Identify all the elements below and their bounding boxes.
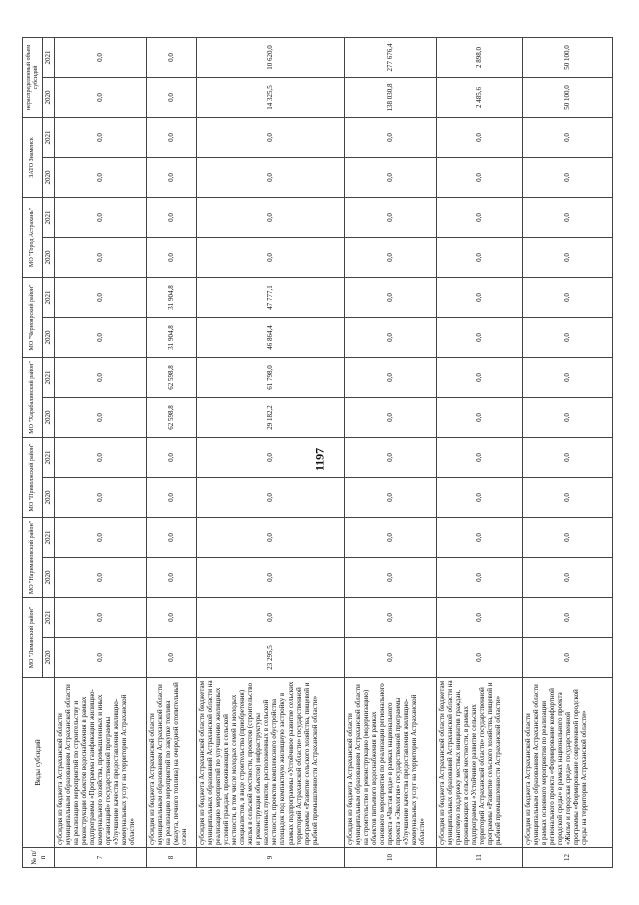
value-cell: 0,0 <box>345 638 437 678</box>
subsidy-table <box>22 37 613 868</box>
value-cell: 0,0 <box>437 317 523 357</box>
header-year: 2020 <box>43 157 55 197</box>
value-cell: 62 598,8 <box>147 357 197 397</box>
row-description: субсидия из бюджета Астраханской области муниципальным образованиям Астраханской области в рамках основного мероприятия по реализации регионального проекта «Формирование комфортной городской среды» в рамках национального проекта «Жилье и городская среда» государственной программы «Формирование современной городской среды на территории Астраханской области» <box>523 678 613 848</box>
value-cell: 0,0 <box>437 237 523 277</box>
header-year: 2021 <box>43 357 55 397</box>
value-cell: 0,0 <box>437 197 523 237</box>
table-row <box>55 37 147 867</box>
value-cell: 0,0 <box>523 157 613 197</box>
table-row <box>437 37 523 867</box>
value-cell: 0,0 <box>345 598 437 638</box>
value-cell: 23 295,5 <box>197 638 345 678</box>
header-municipality: нераспределенный объем субсидий <box>23 37 43 117</box>
table-row <box>147 37 197 867</box>
value-cell: 0,0 <box>55 437 147 477</box>
row-number: 8 <box>147 848 197 868</box>
header-year: 2020 <box>43 237 55 277</box>
value-cell: 0,0 <box>197 237 345 277</box>
table-row <box>197 37 345 867</box>
value-cell: 0,0 <box>437 397 523 437</box>
value-cell: 0,0 <box>437 437 523 477</box>
rotated-table-wrapper <box>22 38 612 868</box>
value-cell: 0,0 <box>437 638 523 678</box>
value-cell: 0,0 <box>523 598 613 638</box>
header-municipality: МО "Лиманский район" <box>23 598 43 678</box>
value-cell: 0,0 <box>345 477 437 517</box>
value-cell: 0,0 <box>523 197 613 237</box>
header-year: 2020 <box>43 638 55 678</box>
value-cell: 0,0 <box>147 37 197 77</box>
header-year: 2021 <box>43 598 55 638</box>
value-cell: 0,0 <box>345 437 437 477</box>
value-cell: 0,0 <box>55 237 147 277</box>
value-cell: 0,0 <box>523 237 613 277</box>
header-year: 2020 <box>43 77 55 117</box>
header-year: 2021 <box>43 117 55 157</box>
row-number: 7 <box>55 848 147 868</box>
value-cell: 0,0 <box>55 357 147 397</box>
value-cell: 0,0 <box>197 558 345 598</box>
value-cell: 61 798,0 <box>197 357 345 397</box>
value-cell: 10 620,0 <box>197 37 345 77</box>
value-cell: 0,0 <box>147 477 197 517</box>
value-cell: 0,0 <box>523 558 613 598</box>
value-cell: 0,0 <box>523 357 613 397</box>
row-description: субсидия из бюджета Астраханской области бюджетам муниципальных образований Астраханской области на грантовую поддержку местных инициатив граждан, проживающих в сельской местности, в рамках подпрограммы «Устойчивое развитие сельских территорий Астраханской области» государственной программы «Развитие сельского хозяйства, пищевой и рыбной промышленности Астраханской области» <box>437 678 523 848</box>
value-cell: 0,0 <box>55 197 147 237</box>
value-cell: 0,0 <box>437 117 523 157</box>
table-row <box>523 37 613 867</box>
header-num: № п/п <box>23 848 55 868</box>
value-cell: 0,0 <box>197 157 345 197</box>
header-year: 2021 <box>43 197 55 237</box>
value-cell: 138 030,8 <box>345 77 437 117</box>
value-cell: 0,0 <box>345 397 437 437</box>
row-number: 12 <box>523 848 613 868</box>
value-cell: 0,0 <box>197 117 345 157</box>
header-municipality: МО "Приволжский район" <box>23 437 43 517</box>
value-cell: 0,0 <box>523 437 613 477</box>
value-cell: 0,0 <box>147 558 197 598</box>
value-cell: 0,0 <box>55 397 147 437</box>
value-cell: 0,0 <box>55 117 147 157</box>
value-cell: 0,0 <box>197 517 345 557</box>
value-cell: 0,0 <box>147 598 197 638</box>
value-cell: 0,0 <box>523 397 613 437</box>
value-cell: 0,0 <box>345 157 437 197</box>
header-year: 2020 <box>43 558 55 598</box>
value-cell: 0,0 <box>55 517 147 557</box>
header-municipality: МО "Харабалинский район" <box>23 357 43 437</box>
value-cell: 0,0 <box>345 277 437 317</box>
row-description: субсидия из бюджета Астраханской области муниципальным образованиям Астраханской области на реализацию мероприятий по закупке топлива (мазута, печного топлива) на очередной отопительный сезон <box>147 678 197 848</box>
value-cell: 0,0 <box>523 517 613 557</box>
header-year: 2021 <box>43 37 55 77</box>
header-type: Виды субсидий <box>23 678 55 848</box>
value-cell: 0,0 <box>523 277 613 317</box>
value-cell: 2 898,0 <box>437 37 523 77</box>
value-cell: 31 904,8 <box>147 317 197 357</box>
value-cell: 0,0 <box>55 157 147 197</box>
value-cell: 0,0 <box>523 317 613 357</box>
value-cell: 0,0 <box>147 157 197 197</box>
header-year: 2021 <box>43 277 55 317</box>
value-cell: 14 325,5 <box>197 77 345 117</box>
value-cell: 0,0 <box>55 77 147 117</box>
header-municipality: ЗАТО Знаменск <box>23 117 43 197</box>
header-municipality: МО "Черноярский район" <box>23 277 43 357</box>
value-cell: 0,0 <box>345 117 437 157</box>
value-cell: 0,0 <box>147 197 197 237</box>
value-cell: 0,0 <box>197 197 345 237</box>
value-cell: 0,0 <box>437 517 523 557</box>
value-cell: 0,0 <box>147 638 197 678</box>
value-cell: 0,0 <box>437 277 523 317</box>
value-cell: 46 864,4 <box>197 317 345 357</box>
value-cell: 0,0 <box>437 357 523 397</box>
value-cell: 0,0 <box>437 157 523 197</box>
value-cell: 0,0 <box>197 477 345 517</box>
row-description: субсидия из бюджета Астраханской области бюджетам муниципальных образований Астраханской области на реализацию мероприятий по улучшению жилищных условий граждан, проживающих в сельской местности, в том числе молодых семей и молодых специалистов, в виде строительства (приобретения) жилья в сельской местности, проектов (строительство и реконструкция объектов) инфраструктуры населенных пунктов, расположенных в сельской местности, проектов комплексного обустройства площадок под компактную жилищную застройку в рамках подпрограммы «Устойчивое развитие сельских территорий Астраханской области» государственной программы «Развитие сельского хозяйства, пищевой и рыбной промышленности Астраханской области» <box>197 678 345 848</box>
value-cell: 0,0 <box>55 317 147 357</box>
value-cell: 2 485,6 <box>437 77 523 117</box>
value-cell: 0,0 <box>345 357 437 397</box>
value-cell: 0,0 <box>147 237 197 277</box>
page-number: 1197 <box>312 447 327 472</box>
table-row <box>345 37 437 867</box>
header-year: 2020 <box>43 317 55 357</box>
value-cell: 0,0 <box>197 437 345 477</box>
row-number: 11 <box>437 848 523 868</box>
value-cell: 0,0 <box>55 477 147 517</box>
value-cell: 62 598,8 <box>147 397 197 437</box>
value-cell: 0,0 <box>197 598 345 638</box>
value-cell: 0,0 <box>147 77 197 117</box>
row-description: субсидия из бюджета Астраханской области муниципальным образованиям Астраханской области на строительство и реконструкцию (модернизацию) объектов питьевого водоснабжения в рамках основного мероприятия по реализации регионального проекта «Чистая вода» в рамках национального проекта «Экология» государственной программы «Улучшение качества предоставления жилищно-коммунальных услуг на территории Астраханской области» <box>345 678 437 848</box>
row-number: 9 <box>197 848 345 868</box>
row-number: 10 <box>345 848 437 868</box>
row-description: субсидия из бюджета Астраханской области муниципальным образованиям Астраханской области на реализацию мероприятий по строительству и реконструкции объектов водоснабжения в рамках подпрограммы «Программа газификации жилищно-коммунального хозяйства, промышленных и иных организаций» государственной программы «Улучшение качества предоставления жилищно-коммунальных услуг на территории Астраханской области» <box>55 678 147 848</box>
value-cell: 0,0 <box>523 117 613 157</box>
value-cell: 0,0 <box>55 277 147 317</box>
value-cell: 0,0 <box>147 517 197 557</box>
value-cell: 0,0 <box>55 558 147 598</box>
value-cell: 0,0 <box>345 317 437 357</box>
value-cell: 277 676,4 <box>345 37 437 77</box>
header-year: 2020 <box>43 397 55 437</box>
value-cell: 0,0 <box>523 638 613 678</box>
value-cell: 0,0 <box>345 558 437 598</box>
value-cell: 0,0 <box>437 598 523 638</box>
value-cell: 47 777,1 <box>197 277 345 317</box>
header-year: 2021 <box>43 437 55 477</box>
value-cell: 0,0 <box>345 197 437 237</box>
value-cell: 50 100,0 <box>523 37 613 77</box>
value-cell: 0,0 <box>55 638 147 678</box>
header-municipality: МО "Наримановский район" <box>23 517 43 597</box>
value-cell: 50 100,0 <box>523 77 613 117</box>
header-year: 2020 <box>43 477 55 517</box>
value-cell: 0,0 <box>523 477 613 517</box>
value-cell: 0,0 <box>345 517 437 557</box>
value-cell: 0,0 <box>147 437 197 477</box>
value-cell: 0,0 <box>55 598 147 638</box>
value-cell: 0,0 <box>55 37 147 77</box>
value-cell: 31 904,8 <box>147 277 197 317</box>
value-cell: 0,0 <box>437 477 523 517</box>
value-cell: 0,0 <box>437 558 523 598</box>
header-municipality: МО "Город Астрахань" <box>23 197 43 277</box>
value-cell: 0,0 <box>147 117 197 157</box>
value-cell: 29 182,2 <box>197 397 345 437</box>
header-year: 2021 <box>43 517 55 557</box>
value-cell: 0,0 <box>345 237 437 277</box>
